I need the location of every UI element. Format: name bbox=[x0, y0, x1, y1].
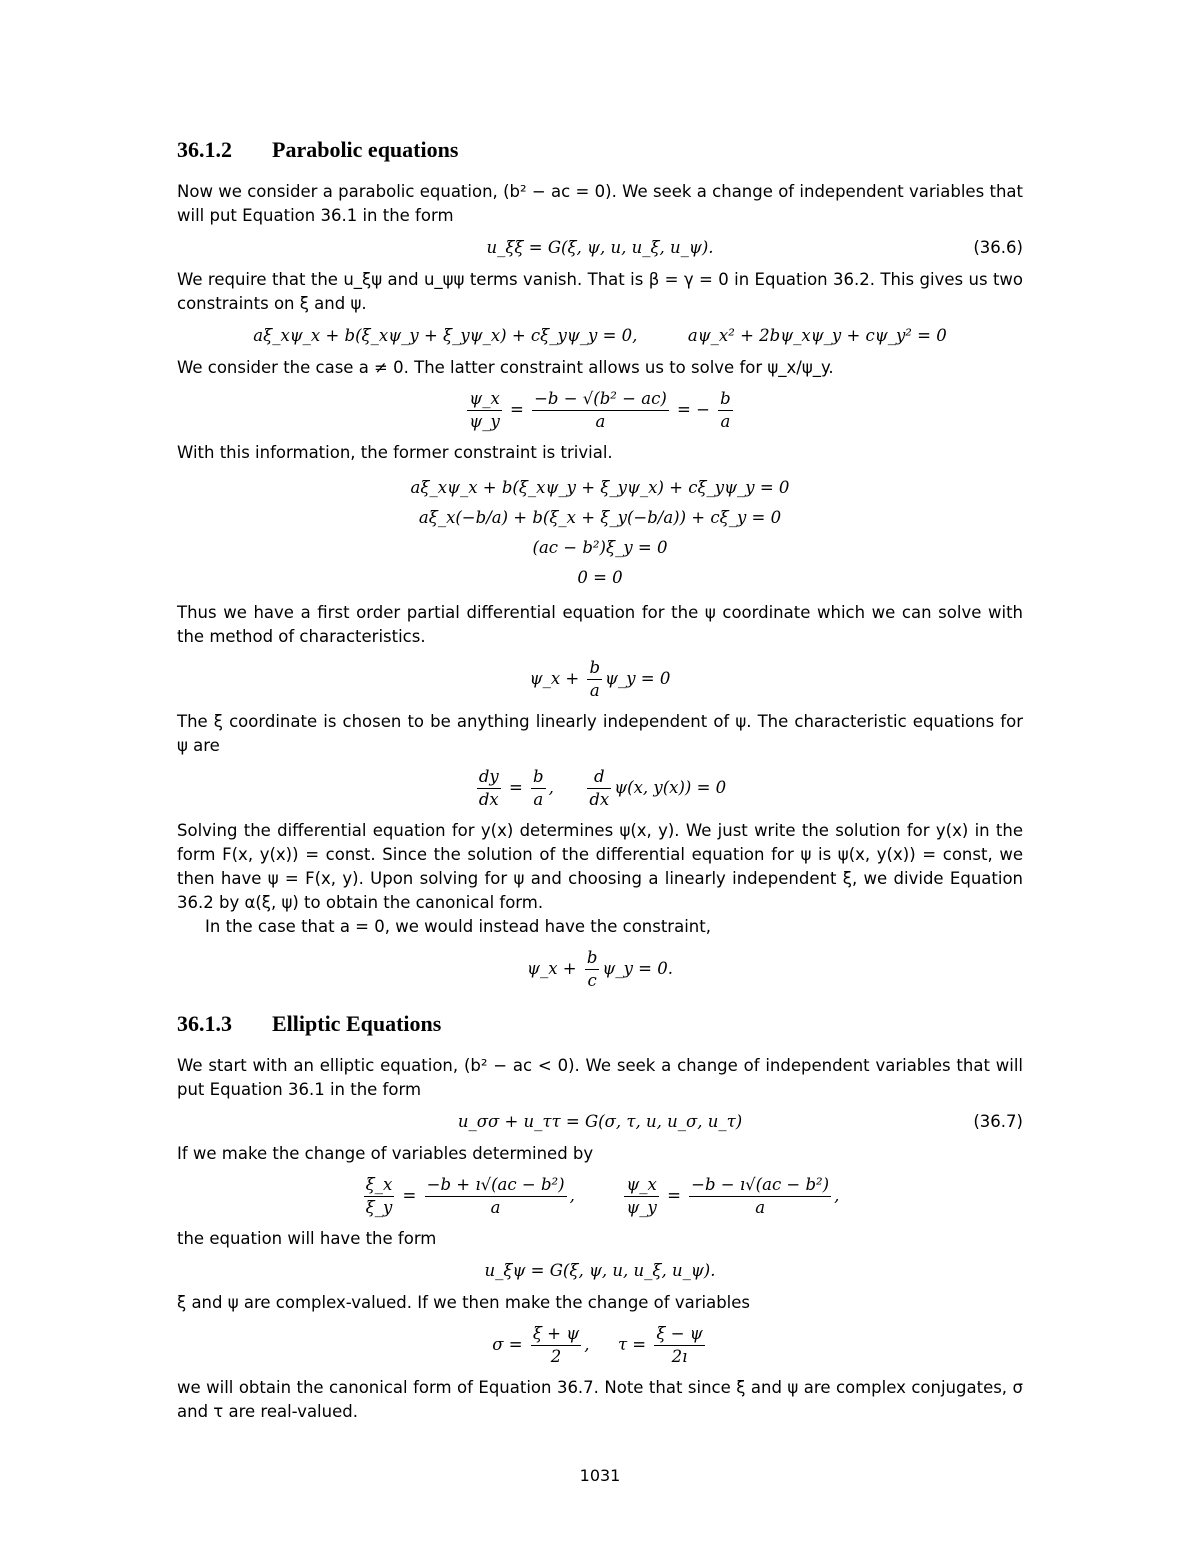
fraction: $\frac{\text{−b + ı√(ac − b²)}}{a}$ bbox=[426, 1175, 565, 1217]
fraction: $\frac{b}{a}$ bbox=[533, 767, 544, 809]
paragraph-equation-form: the equation will have the form bbox=[177, 1229, 437, 1248]
paragraph-complex: ξ and ψ are complex-valued. If we then make the change of variables bbox=[177, 1293, 750, 1312]
paragraph-solving: Solving the differential equation for y(x) determines ψ(x, y). We just write the solution for y(x) in the form F(x, y(x)) = const. Since the solution of the differential equation for ψ is ψ(x, y(x)) = const, we then have ψ = F(x, y). Upon solving for ψ and choosing a linearly independent ξ, we divide Equation 36.2 by α(ξ, ψ) to obtain the canonical form. bbox=[177, 821, 1023, 912]
fraction: $\frac{d}{dx}$ bbox=[589, 767, 610, 809]
fraction: $\frac{\text{−b − ı√(ac − b²)}}{a}$ bbox=[691, 1175, 830, 1217]
section-number: 36.1.3 bbox=[177, 1011, 232, 1036]
constraint-equations bbox=[177, 324, 1023, 348]
section-number: 36.1.2 bbox=[177, 137, 232, 162]
equation-body: u_σσ + u_ττ = G(σ, τ, u, u_σ, u_τ) bbox=[457, 1112, 743, 1131]
paragraph-first-order: Thus we have a first order partial differential equation for the ψ coordinate which we can solve with the method of characteristics. bbox=[177, 603, 1023, 646]
paragraph-constraints: We require that the u_ξψ and u_ψψ terms vanish. That is β = γ = 0 in Equation 36.2. This gives us two constraints on ξ and ψ. bbox=[177, 270, 1023, 313]
paragraph-trivial: With this information, the former constraint is trivial. bbox=[177, 443, 613, 462]
section-heading-parabolic bbox=[177, 138, 1023, 162]
page-body bbox=[177, 138, 1023, 1424]
paragraph-intro-elliptic: We start with an elliptic equation, (b² − ac < 0). We seek a change of independent variables that will put Equation 36.1 in the form bbox=[177, 1056, 1023, 1099]
derivation-line: (ac − b²)ξ_y = 0 bbox=[532, 538, 668, 557]
fraction: $\frac{\psi\_x}{\psi\_y}$ bbox=[626, 1175, 657, 1217]
fraction: $\frac{\psi\_x}{\psi\_y}$ bbox=[469, 389, 500, 431]
equation-mixed: u_ξψ = G(ξ, ψ, u, u_ξ, u_ψ). bbox=[484, 1261, 716, 1280]
section-heading-elliptic bbox=[177, 1012, 1023, 1036]
derivation-chain bbox=[177, 473, 1023, 593]
paragraph-intro-parabolic: Now we consider a parabolic equation, (b² − ac = 0). We seek a change of independent variables that will put Equation 36.1 in the form bbox=[177, 182, 1023, 225]
equation-number: (36.7) bbox=[973, 1112, 1023, 1131]
sigma-tau-definitions: σ = $\frac{\xi + \psi}{2}$ , τ = $\frac{\xi - \psi}{2ı}$ bbox=[492, 1324, 703, 1366]
constraint-first: aξ_xψ_x + b(ξ_xψ_y + ξ_yψ_x) + cξ_yψ_y = 0, bbox=[253, 326, 638, 345]
page-number: 1031 bbox=[579, 1466, 621, 1485]
equation-36-7 bbox=[177, 1110, 1023, 1134]
derivation-line: aξ_xψ_x + b(ξ_xψ_y + ξ_yψ_x) + cξ_yψ_y = 0 bbox=[410, 478, 790, 497]
equation-number: (36.6) bbox=[973, 238, 1023, 257]
pde-equation: ψ_x + $\frac{b}{a}$ ψ_y = 0 bbox=[529, 658, 671, 700]
section-title: Elliptic Equations bbox=[272, 1011, 442, 1036]
characteristic-equations: $\frac{dy}{dx}$ = $\frac{b}{a}$ , $\frac{d}{dx}$ ψ(x, y(x)) = 0 bbox=[478, 767, 727, 809]
fraction: $\frac{dy}{dx}$ bbox=[478, 767, 499, 809]
fraction: $\frac{\xi - \psi}{2ı}$ bbox=[656, 1324, 703, 1366]
paragraph-change-variables: If we make the change of variables determined by bbox=[177, 1144, 594, 1163]
equation-36-6 bbox=[177, 236, 1023, 260]
elliptic-ratios: $\frac{\xi\_x}{\xi\_y}$ = $\frac{\text{−b + ı√(ac − b²)}}{a}$ , $\frac{\psi\_x}{\psi\_y}$ = $\frac{\text{−b − ı√(ac − b²)}}{a}$ , bbox=[365, 1175, 840, 1217]
fraction: $\frac{\xi + \psi}{2}$ bbox=[532, 1324, 580, 1366]
fraction: $\frac{b}{a}$ bbox=[720, 389, 731, 431]
constraint-second: aψ_x² + 2bψ_xψ_y + cψ_y² = 0 bbox=[687, 326, 947, 345]
pde-equation-c: ψ_x + $\frac{b}{c}$ ψ_y = 0. bbox=[527, 948, 673, 990]
paragraph-case-a-zero: In the case that a = 0, we would instead have the constraint, bbox=[205, 917, 711, 936]
ratio-equation: $\frac{\psi\_x}{\psi\_y}$ = $\frac{\text{−b − √(b² − ac)}}{a}$ = − $\frac{b}{a}$ bbox=[469, 389, 731, 431]
derivation-line: aξ_x(−b/a) + b(ξ_x + ξ_y(−b/a)) + cξ_y = 0 bbox=[418, 508, 782, 527]
equation-body: u_ξξ = G(ξ, ψ, u, u_ξ, u_ψ). bbox=[486, 238, 714, 257]
paragraph-canonical: we will obtain the canonical form of Equation 36.7. Note that since ξ and ψ are complex conjugates, σ and τ are real-valued. bbox=[177, 1378, 1023, 1421]
fraction: $\frac{\text{−b − √(b² − ac)}}{a}$ bbox=[534, 389, 667, 431]
fraction: $\frac{\xi\_x}{\xi\_y}$ bbox=[365, 1175, 393, 1217]
paragraph-xi-coordinate: The ξ coordinate is chosen to be anything linearly independent of ψ. The characteristic equations for ψ are bbox=[177, 712, 1023, 755]
paragraph-case-a: We consider the case a ≠ 0. The latter constraint allows us to solve for ψ_x/ψ_y. bbox=[177, 358, 834, 377]
fraction: $\frac{b}{c}$ bbox=[586, 948, 598, 990]
section-title: Parabolic equations bbox=[272, 137, 459, 162]
derivation-line: 0 = 0 bbox=[577, 568, 623, 587]
fraction: $\frac{b}{a}$ bbox=[589, 658, 601, 700]
